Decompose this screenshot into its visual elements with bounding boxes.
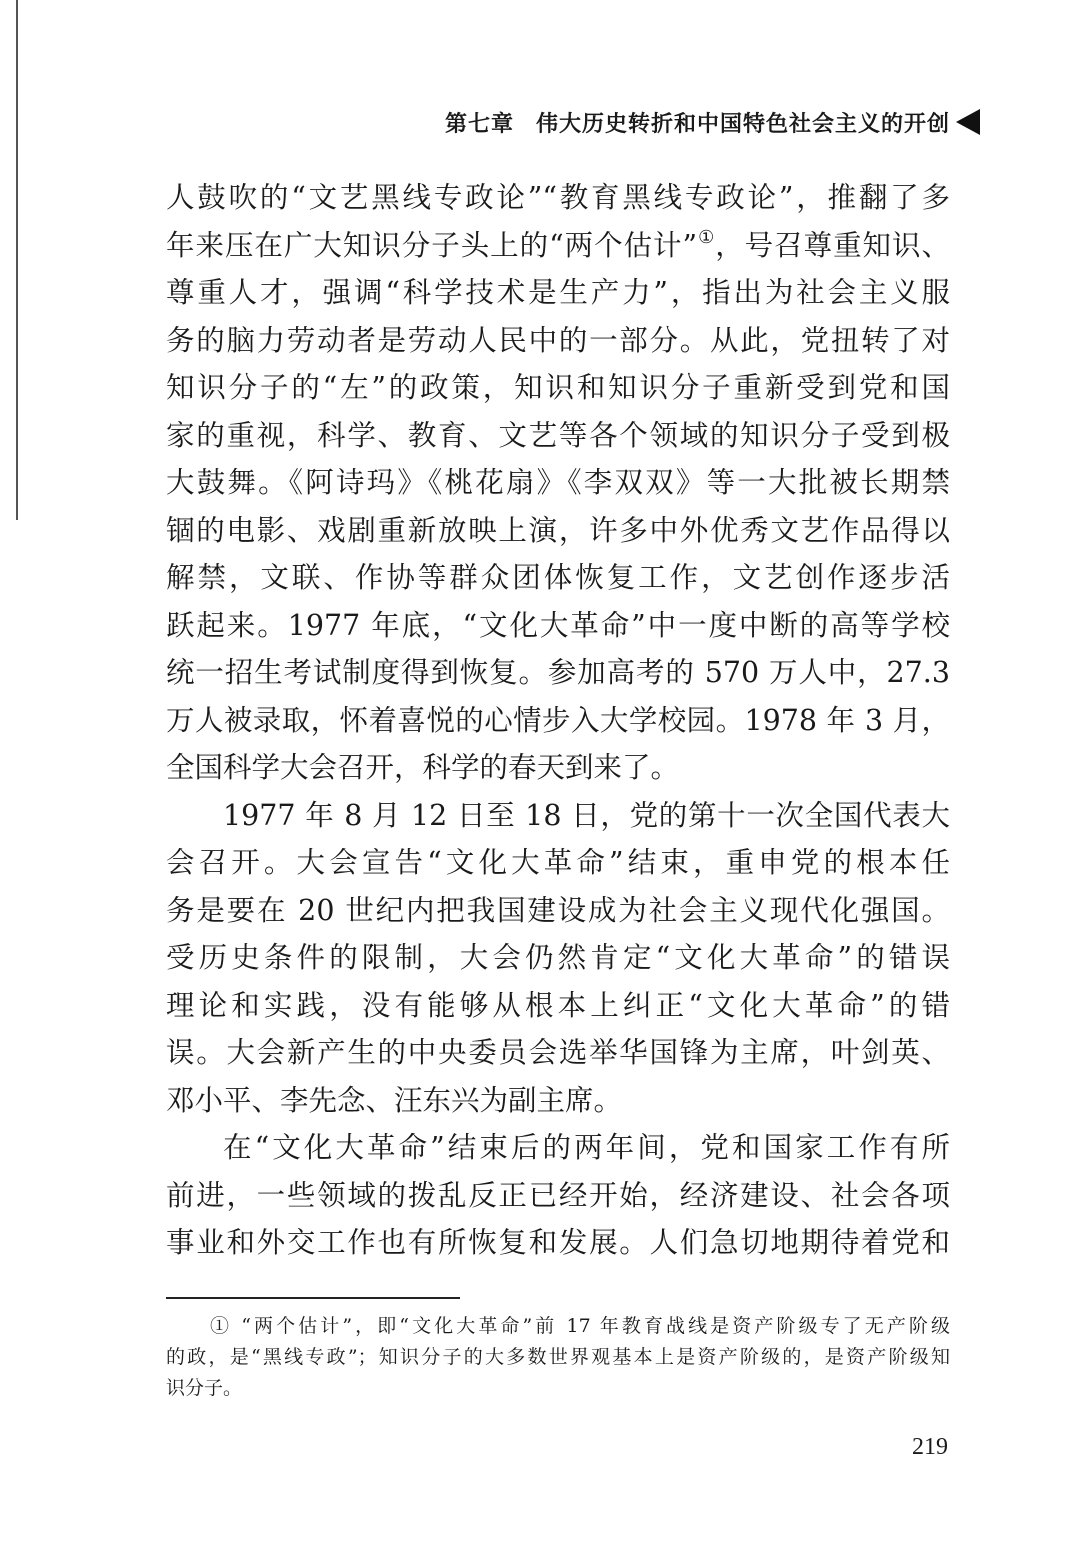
left-triangle-icon <box>956 109 980 135</box>
body-line: 邓小平、李先念、汪东兴为副主席。 <box>166 1083 623 1117</box>
body-line: 理论和实践，没有能够从根本上纠正“文化大革命”的错 <box>166 988 950 1022</box>
body-line: 会召开。大会宣告“文化大革命”结束，重申党的根本任 <box>166 846 950 879</box>
page-number: 219 <box>912 1434 948 1460</box>
body-line: 1977 年 8 月 12 日至 18 日，党的第十一次全国代表大 <box>223 798 950 832</box>
footnote-reference[interactable]: ① <box>697 226 716 248</box>
body-line: 大鼓舞。《阿诗玛》《桃花扇》《李双双》等一大批被长期禁 <box>166 466 950 499</box>
chapter-label: 第七章 <box>444 111 514 137</box>
body-line: 误。大会新产生的中央委员会选举华国锋为主席，叶剑英、 <box>166 1036 950 1069</box>
body-line: 锢的电影、戏剧重新放映上演，许多中外优秀文艺作品得以 <box>166 513 950 547</box>
footnote-line: 识分子。 <box>166 1377 243 1399</box>
body-line: 受历史条件的限制，大会仍然肯定“文化大革命”的错误 <box>166 941 950 974</box>
body-line: 全国科学大会召开，科学的春天到来了。 <box>166 751 680 784</box>
body-line: 知识分子的“左”的政策，知识和知识分子重新受到党和国 <box>166 371 950 404</box>
body-line: 跃起来。1977 年底，“文化大革命”中一度中断的高等学校 <box>166 608 950 642</box>
body-line: 务的脑力劳动者是劳动人民中的一部分。从此，党扭转了对 <box>166 323 950 357</box>
footnote-line: 的政，是“黑线专政”；知识分子的大多数世界观基本上是资产阶级的，是资产阶级知 <box>166 1346 950 1368</box>
body-line: 解禁，文联、作协等群众团体恢复工作，文艺创作逐步活 <box>166 561 950 594</box>
body-line <box>166 222 950 270</box>
body-line: 尊重人才，强调“科学技术是生产力”，指出为社会主义服 <box>166 276 950 309</box>
body-line-tail: ，号召尊重知识、 <box>715 228 950 262</box>
footnote <box>166 1311 950 1404</box>
body-line: 万人被录取，怀着喜悦的心情步入大学校园。1978 年 3 月， <box>166 703 950 737</box>
body-line: 前进，一些领域的拨乱反正已经开始，经济建设、社会各项 <box>166 1178 950 1212</box>
body-line: 事业和外交工作也有所恢复和发展。人们急切地期待着党和 <box>166 1226 950 1259</box>
body-line: 务是要在 20 世纪内把我国建设成为社会主义现代化强国。 <box>166 893 950 927</box>
footnote-line: ① “两个估计”，即“文化大革命”前 17 年教育战线是资产阶级专了无产阶级 <box>210 1315 950 1337</box>
footnote-divider <box>166 1297 460 1299</box>
body-line: 在“文化大革命”结束后的两年间，党和国家工作有所 <box>223 1131 950 1164</box>
body-line: 家的重视，科学、教育、文艺等各个领域的知识分子受到极 <box>166 418 950 452</box>
binding-edge-line <box>16 0 18 520</box>
running-head <box>300 104 980 140</box>
body-line: 人鼓吹的“文艺黑线专政论”“教育黑线专政论”，推翻了多 <box>166 181 950 214</box>
body-line: 统一招生考试制度得到恢复。参加高考的 570 万人中，27.3 <box>166 656 950 689</box>
chapter-title: 伟大历史转折和中国特色社会主义的开创 <box>535 111 950 137</box>
body-text <box>166 174 950 1267</box>
body-line-text: 年来压在广大知识分子头上的“两个估计” <box>166 228 698 262</box>
